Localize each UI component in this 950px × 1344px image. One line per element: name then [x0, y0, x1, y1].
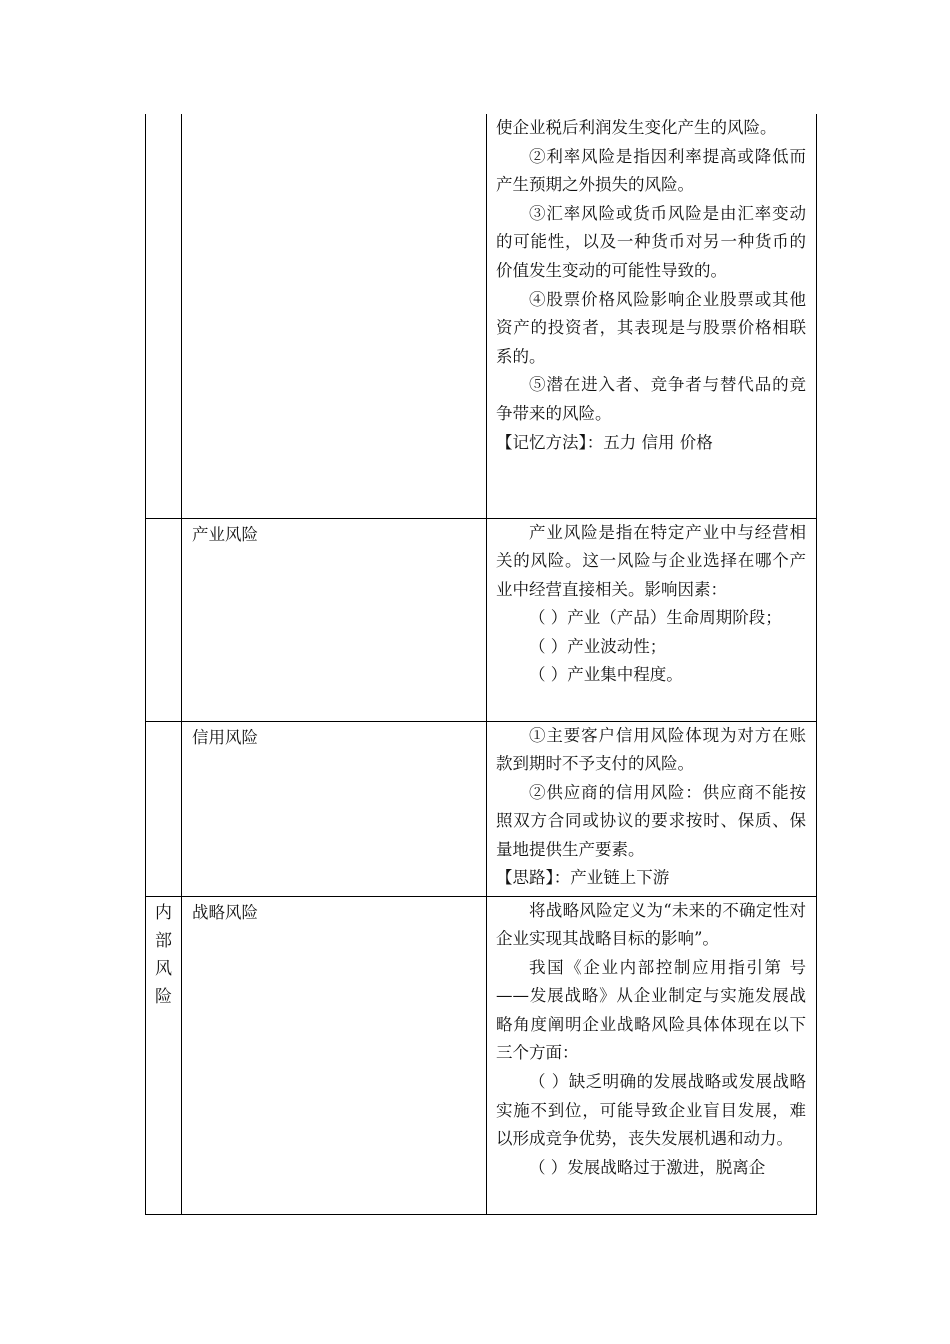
description-content — [487, 114, 816, 457]
description-paragraph: ②利率风险是指因利率提高或降低而产生预期之外损失的风险。 — [496, 146, 806, 195]
table-row — [146, 896, 817, 1214]
description-paragraph: ①主要客户信用风险体现为对方在账款到期时不予支付的风险。 — [496, 725, 806, 774]
description-paragraph: 【思路】：产业链上下游 — [496, 868, 670, 888]
description-paragraph: （ ）产业波动性； — [529, 636, 667, 656]
risk-type-label — [182, 114, 486, 116]
description-paragraph: ⑤潜在进入者、竞争者与替代品的竞争带来的风险。 — [496, 375, 806, 423]
category-cell — [146, 721, 182, 896]
risk-type-cell — [182, 114, 487, 518]
table-row — [146, 721, 817, 896]
description-paragraph: （ ）产业（产品）生命周期阶段； — [529, 608, 782, 628]
category-label: 内 部 风 险 — [155, 902, 172, 1007]
description-paragraph: （ ）缺乏明确的发展战略或发展战略实施不到位，可能导致企业盲目发展，难以形成竞争优势，丧失发展机遇和动力。 — [496, 1072, 806, 1149]
description-paragraph: 【记忆方法】：五力 信用 价格 — [496, 432, 713, 452]
description-content — [487, 722, 816, 894]
description-paragraph: 使企业税后利润发生变化产生的风险。 — [496, 118, 777, 137]
description-paragraph: 产业风险是指在特定产业中与经营相关的风险。这一风险与企业选择在哪个产业中经营直接相关。影响因素： — [496, 522, 806, 599]
category-cell — [146, 518, 182, 721]
risk-type-cell — [182, 518, 487, 721]
description-cell — [487, 896, 817, 1214]
category-label — [146, 519, 181, 521]
risk-table — [145, 114, 817, 1215]
risk-type-label: 信用风险 — [192, 727, 258, 747]
risk-type-cell — [182, 896, 487, 1214]
risk-table-body — [146, 114, 817, 1214]
description-cell — [487, 721, 817, 896]
category-cell — [146, 114, 182, 518]
description-paragraph: ③汇率风险或货币风险是由汇率变动的可能性，以及一种货币对另一种货币的价值发生变动的可能性导致的。 — [496, 203, 806, 280]
description-paragraph: （ ）发展战略过于激进，脱离企 — [529, 1157, 766, 1177]
category-label — [146, 722, 181, 724]
description-cell — [487, 114, 817, 518]
risk-type-label: 战略风险 — [192, 902, 258, 922]
category-cell — [146, 896, 182, 1214]
category-label — [146, 114, 181, 116]
description-paragraph: 我国《企业内部控制应用指引第 号——发展战略》从企业制定与实施发展战略角度阐明企业战略风险具体体现在以下三个方面： — [496, 957, 806, 1063]
table-row — [146, 518, 817, 721]
description-paragraph: ④股票价格风险影响企业股票或其他资产的投资者，其表现是与股票价格相联系的。 — [496, 289, 806, 366]
description-paragraph: 将战略风险定义为“未来的不确定性对企业实现其战略目标的影响”。 — [496, 900, 806, 949]
description-paragraph: （ ）产业集中程度。 — [529, 665, 683, 685]
table-row — [146, 114, 817, 518]
description-paragraph: ②供应商的信用风险：供应商不能按照双方合同或协议的要求按时、保质、保量地提供生产要素。 — [496, 782, 806, 859]
risk-type-label: 产业风险 — [192, 524, 258, 544]
description-content — [487, 897, 816, 1183]
description-cell — [487, 518, 817, 721]
description-content — [487, 519, 816, 691]
risk-type-cell — [182, 721, 487, 896]
